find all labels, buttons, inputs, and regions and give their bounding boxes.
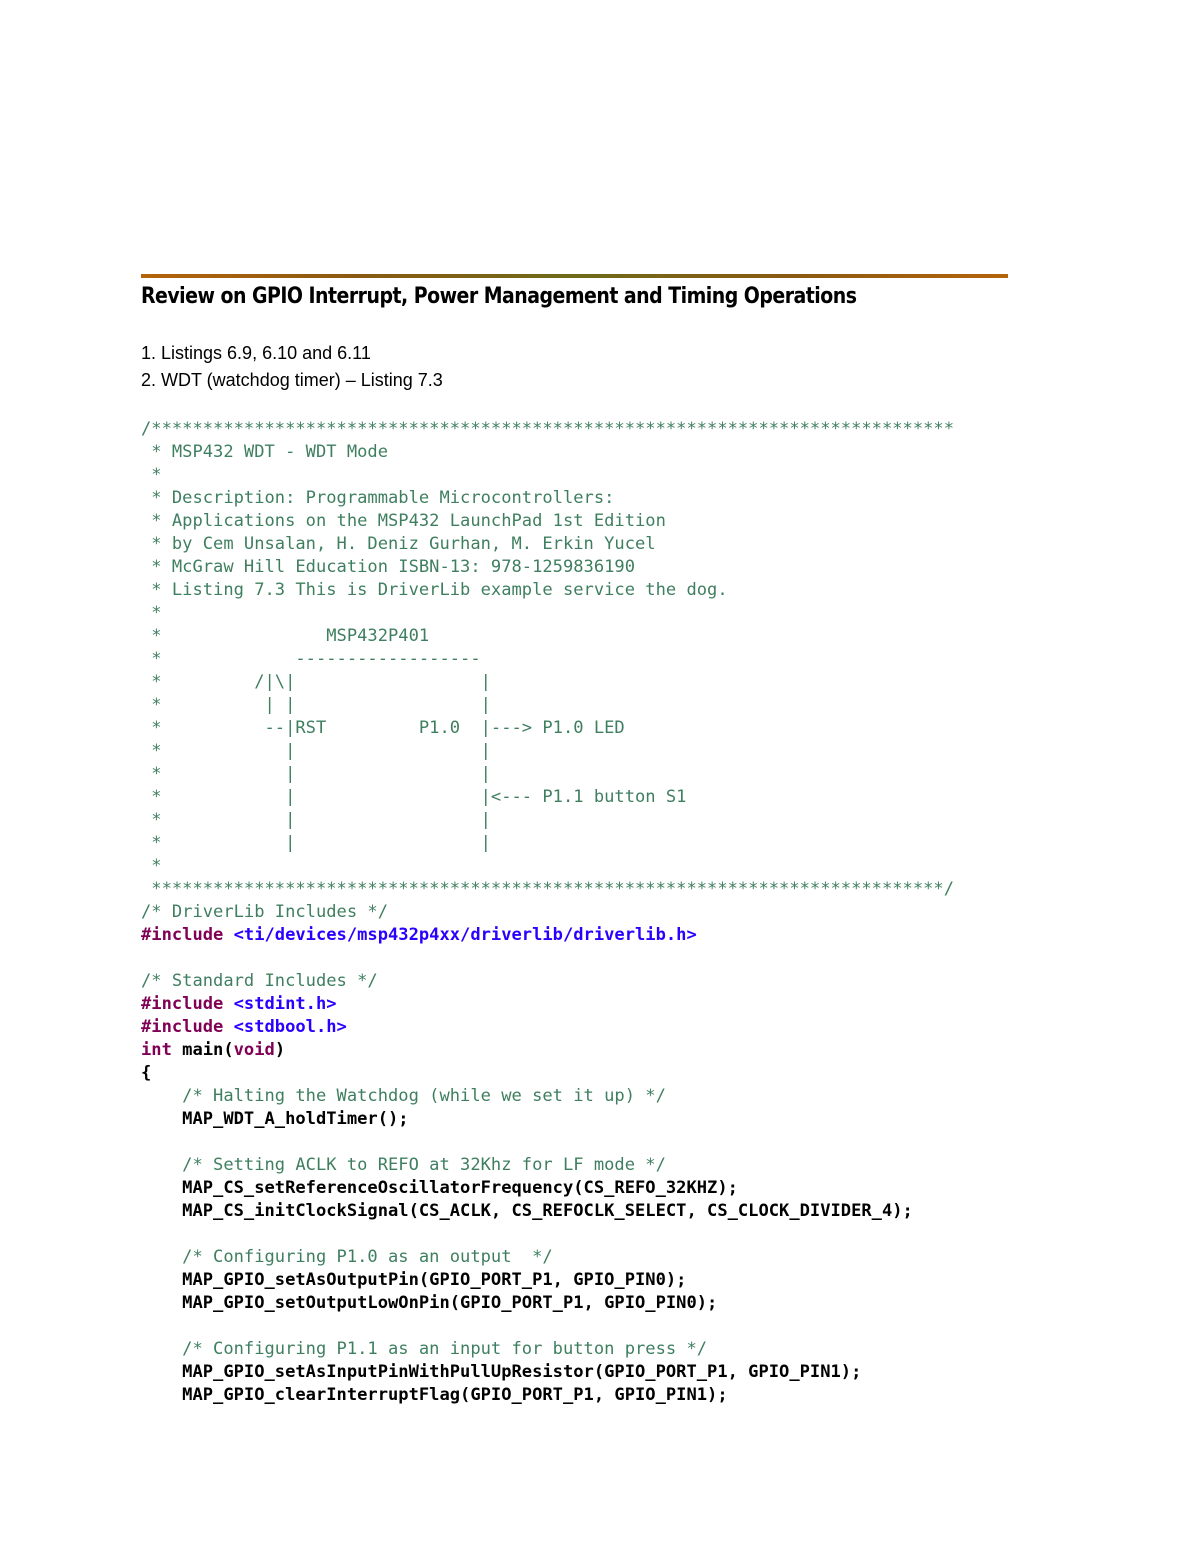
code-line: [141, 717, 954, 740]
code-line: [141, 993, 954, 1016]
code-line: [141, 579, 954, 602]
list-item-2: 2. WDT (watchdog timer) – Listing 7.3: [141, 370, 443, 390]
code-line: [141, 809, 954, 832]
code-line: [141, 878, 954, 901]
code-token: *****************************************************************************/: [141, 879, 955, 899]
code-line: [141, 1292, 954, 1315]
code-token: MAP_CS_initClockSignal(CS_ACLK, CS_REFOCLK_SELECT, CS_CLOCK_DIVIDER_4);: [141, 1201, 913, 1221]
code-token: {: [141, 1063, 152, 1083]
code-token: #include: [141, 1017, 234, 1037]
code-line: [141, 441, 954, 464]
code-line: [141, 1016, 954, 1039]
code-token: /* Configuring P1.1 as an input for button press */: [182, 1339, 708, 1359]
code-token: * MSP432 WDT - WDT Mode: [141, 442, 388, 462]
code-token: * Applications on the MSP432 LaunchPad 1st Edition: [141, 511, 666, 531]
code-line: [141, 740, 954, 763]
code-token: *: [141, 856, 162, 876]
code-token: * | |: [141, 810, 491, 830]
code-line: [141, 832, 954, 855]
code-token: MAP_WDT_A_holdTimer();: [141, 1109, 409, 1129]
code-token: <stdbool.h>: [233, 1017, 347, 1037]
code-line: [141, 1177, 954, 1200]
code-token: * | | |: [141, 695, 491, 715]
code-token: /* Standard Includes */: [141, 971, 378, 991]
code-token: * /|\| |: [141, 672, 491, 692]
code-line: [141, 1338, 954, 1361]
list-item-1: 1. Listings 6.9, 6.10 and 6.11: [141, 343, 371, 363]
code-line: [141, 763, 954, 786]
code-line: [141, 1361, 954, 1384]
code-line: [141, 924, 954, 947]
code-line: [141, 1154, 954, 1177]
code-token: * --|RST P1.0 |---> P1.0 LED: [141, 718, 625, 738]
code-line: [141, 1200, 954, 1223]
code-line: [141, 1269, 954, 1292]
code-token: MAP_GPIO_clearInterruptFlag(GPIO_PORT_P1, GPIO_PIN1);: [141, 1385, 728, 1405]
code-token: main(: [182, 1040, 234, 1060]
code-line: [141, 947, 954, 970]
code-token: MAP_GPIO_setAsInputPinWithPullUpResistor(GPIO_PORT_P1, GPIO_PIN1);: [141, 1362, 862, 1382]
code-line: [141, 901, 954, 924]
code-line: [141, 1315, 954, 1338]
document-title: Review on GPIO Interrupt, Power Management and Timing Operations: [141, 284, 857, 309]
code-token: /* Halting the Watchdog (while we set it up) */: [182, 1086, 666, 1106]
code-line: [141, 510, 954, 533]
code-token: * | |<--- P1.1 button S1: [141, 787, 687, 807]
code-token: * Description: Programmable Microcontrollers:: [141, 488, 615, 508]
code-line: [141, 1384, 954, 1407]
code-token: [141, 1086, 182, 1106]
title-rule: [141, 274, 1008, 278]
code-line: [141, 970, 954, 993]
code-line: [141, 1108, 954, 1131]
code-token: * | |: [141, 764, 491, 784]
code-token: /* Configuring P1.0 as an output */: [182, 1247, 553, 1267]
code-line: [141, 487, 954, 510]
code-line: [141, 694, 954, 717]
code-token: * | |: [141, 741, 491, 761]
code-token: * McGraw Hill Education ISBN-13: 978-1259836190: [141, 557, 635, 577]
code-token: /* Setting ACLK to REFO at 32Khz for LF mode */: [182, 1155, 666, 1175]
code-token: ): [274, 1040, 286, 1060]
code-line: [141, 855, 954, 878]
code-line: [141, 786, 954, 809]
code-token: [141, 1339, 182, 1359]
code-token: * | |: [141, 833, 491, 853]
code-line: [141, 625, 954, 648]
code-token: MAP_GPIO_setOutputLowOnPin(GPIO_PORT_P1, GPIO_PIN0);: [141, 1293, 718, 1313]
code-token: MAP_CS_setReferenceOscillatorFrequency(CS_REFO_32KHZ);: [141, 1178, 738, 1198]
code-line: [141, 464, 954, 487]
code-line: [141, 1062, 954, 1085]
code-token: <ti/devices/msp432p4xx/driverlib/driverlib.h>: [233, 925, 697, 945]
code-line: [141, 1223, 954, 1246]
code-token: * by Cem Unsalan, H. Deniz Gurhan, M. Erkin Yucel: [141, 534, 656, 554]
code-line: [141, 533, 954, 556]
code-token: int: [141, 1040, 183, 1060]
code-line: [141, 648, 954, 671]
code-token: <stdint.h>: [233, 994, 337, 1014]
code-line: [141, 1085, 954, 1108]
code-line: [141, 1246, 954, 1269]
code-token: /******************************************************************************: [141, 419, 955, 439]
code-token: *: [141, 465, 162, 485]
code-token: MAP_GPIO_setAsOutputPin(GPIO_PORT_P1, GPIO_PIN0);: [141, 1270, 687, 1290]
code-token: * MSP432P401: [141, 626, 430, 646]
code-line: [141, 556, 954, 579]
code-token: [141, 1247, 182, 1267]
code-token: #include: [141, 925, 234, 945]
code-token: #include: [141, 994, 234, 1014]
code-token: void: [233, 1040, 275, 1060]
code-token: [141, 1155, 182, 1175]
code-line: [141, 1039, 954, 1062]
code-token: /* DriverLib Includes */: [141, 902, 388, 922]
code-token: * ------------------: [141, 649, 481, 669]
code-line: [141, 602, 954, 625]
code-token: * Listing 7.3 This is DriverLib example service the dog.: [141, 580, 728, 600]
code-listing: [141, 418, 954, 1407]
code-line: [141, 418, 954, 441]
code-token: *: [141, 603, 162, 623]
code-line: [141, 1131, 954, 1154]
code-line: [141, 671, 954, 694]
